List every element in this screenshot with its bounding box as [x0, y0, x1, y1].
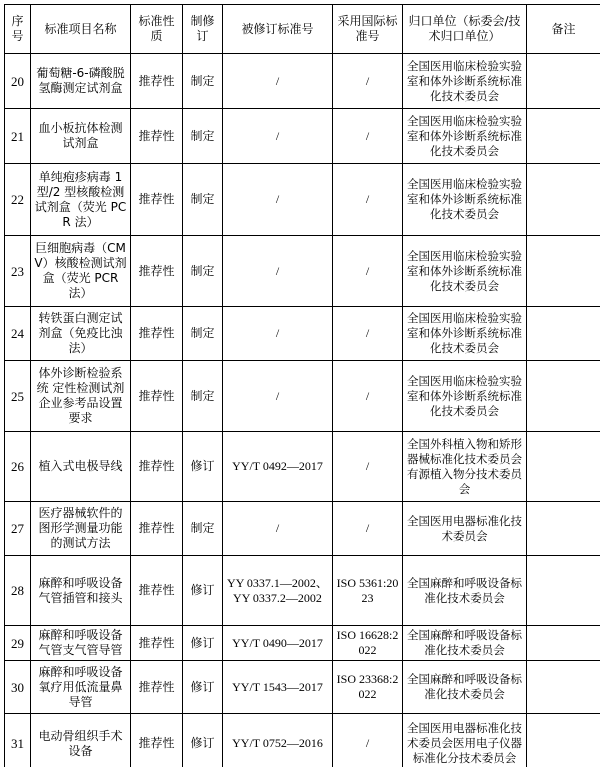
cell-unit: 全国医用临床检验实验室和体外诊断系统标准化技术委员会 [403, 54, 527, 109]
cell-unit: 全国医用临床检验实验室和体外诊断系统标准化技术委员会 [403, 361, 527, 432]
cell-note [527, 432, 601, 502]
cell-nature: 推荐性 [131, 432, 183, 502]
cell-note [527, 556, 601, 626]
cell-name: 麻醉和呼吸设备 气管插管和接头 [31, 556, 131, 626]
cell-no: 30 [5, 661, 31, 714]
cell-nature: 推荐性 [131, 714, 183, 767]
cell-note [527, 661, 601, 714]
cell-unit: 全国医用临床检验实验室和体外诊断系统标准化技术委员会 [403, 164, 527, 236]
cell-name: 麻醉和呼吸设备 气管支气管导管 [31, 626, 131, 661]
table-row [5, 556, 601, 626]
cell-type: 制定 [183, 361, 223, 432]
cell-no: 26 [5, 432, 31, 502]
cell-type: 制定 [183, 54, 223, 109]
cell-revised: / [223, 361, 333, 432]
cell-intl: / [333, 54, 403, 109]
col-header-nature: 标准性质 [131, 5, 183, 54]
cell-unit: 全国麻醉和呼吸设备标准化技术委员会 [403, 626, 527, 661]
cell-note [527, 361, 601, 432]
cell-intl: / [333, 164, 403, 236]
cell-unit: 全国医用临床检验实验室和体外诊断系统标准化技术委员会 [403, 236, 527, 307]
cell-type: 修订 [183, 556, 223, 626]
cell-name: 电动骨组织手术设备 [31, 714, 131, 767]
cell-note [527, 236, 601, 307]
cell-name: 葡萄糖-6-磷酸脱氢酶测定试剂盒 [31, 54, 131, 109]
cell-intl: / [333, 361, 403, 432]
cell-no: 24 [5, 307, 31, 361]
table-row [5, 626, 601, 661]
cell-name: 巨细胞病毒（CMV）核酸检测试剂盒（荧光 PCR 法） [31, 236, 131, 307]
cell-nature: 推荐性 [131, 164, 183, 236]
col-header-type: 制修订 [183, 5, 223, 54]
col-header-revised: 被修订标准号 [223, 5, 333, 54]
table-row [5, 54, 601, 109]
cell-intl: / [333, 109, 403, 164]
cell-nature: 推荐性 [131, 236, 183, 307]
cell-no: 31 [5, 714, 31, 767]
col-header-name: 标准项目名称 [31, 5, 131, 54]
cell-revised: / [223, 54, 333, 109]
cell-name: 转铁蛋白测定试剂盒（免疫比浊法） [31, 307, 131, 361]
cell-type: 修订 [183, 626, 223, 661]
cell-intl: / [333, 714, 403, 767]
cell-no: 23 [5, 236, 31, 307]
table-row [5, 714, 601, 767]
cell-unit: 全国医用电器标准化技术委员会 [403, 502, 527, 556]
col-header-intl: 采用国际标准号 [333, 5, 403, 54]
cell-no: 25 [5, 361, 31, 432]
table-row [5, 361, 601, 432]
table-row [5, 307, 601, 361]
cell-revised: / [223, 307, 333, 361]
cell-revised: YY 0337.1—2002、YY 0337.2—2002 [223, 556, 333, 626]
cell-type: 制定 [183, 109, 223, 164]
cell-name: 麻醉和呼吸设备 氧疗用低流量鼻导管 [31, 661, 131, 714]
cell-intl: / [333, 432, 403, 502]
cell-note [527, 626, 601, 661]
table-row [5, 164, 601, 236]
cell-intl: / [333, 307, 403, 361]
cell-nature: 推荐性 [131, 109, 183, 164]
cell-type: 制定 [183, 502, 223, 556]
cell-unit: 全国医用临床检验实验室和体外诊断系统标准化技术委员会 [403, 109, 527, 164]
col-header-no: 序号 [5, 5, 31, 54]
cell-no: 21 [5, 109, 31, 164]
cell-intl: ISO 5361:2023 [333, 556, 403, 626]
cell-revised: YY/T 0492—2017 [223, 432, 333, 502]
cell-revised: YY/T 1543—2017 [223, 661, 333, 714]
cell-type: 修订 [183, 661, 223, 714]
cell-name: 单纯疱疹病毒 1 型/2 型核酸检测试剂盒（荧光 PCR 法） [31, 164, 131, 236]
cell-unit: 全国麻醉和呼吸设备标准化技术委员会 [403, 661, 527, 714]
cell-type: 制定 [183, 307, 223, 361]
table-row [5, 661, 601, 714]
cell-note [527, 307, 601, 361]
cell-intl: / [333, 502, 403, 556]
cell-type: 修订 [183, 714, 223, 767]
cell-note [527, 714, 601, 767]
cell-intl: ISO 23368:2022 [333, 661, 403, 714]
cell-nature: 推荐性 [131, 502, 183, 556]
cell-type: 修订 [183, 432, 223, 502]
cell-nature: 推荐性 [131, 661, 183, 714]
cell-revised: / [223, 109, 333, 164]
cell-name: 体外诊断检验系统 定性检测试剂企业参考品设置要求 [31, 361, 131, 432]
cell-nature: 推荐性 [131, 556, 183, 626]
cell-revised: / [223, 164, 333, 236]
cell-revised: / [223, 236, 333, 307]
cell-name: 植入式电极导线 [31, 432, 131, 502]
cell-name: 医疗器械软件的图形学测量功能的测试方法 [31, 502, 131, 556]
cell-type: 制定 [183, 164, 223, 236]
cell-nature: 推荐性 [131, 307, 183, 361]
cell-unit: 全国麻醉和呼吸设备标准化技术委员会 [403, 556, 527, 626]
cell-unit: 全国医用临床检验实验室和体外诊断系统标准化技术委员会 [403, 307, 527, 361]
cell-no: 28 [5, 556, 31, 626]
cell-no: 22 [5, 164, 31, 236]
table-row [5, 502, 601, 556]
standards-table-container [4, 4, 600, 767]
cell-revised: / [223, 502, 333, 556]
cell-note [527, 109, 601, 164]
col-header-note: 备注 [527, 5, 601, 54]
cell-type: 制定 [183, 236, 223, 307]
col-header-unit: 归口单位（标委会/技术归口单位） [403, 5, 527, 54]
cell-note [527, 502, 601, 556]
table-row [5, 236, 601, 307]
cell-intl: ISO 16628:2022 [333, 626, 403, 661]
cell-note [527, 164, 601, 236]
cell-name: 血小板抗体检测试剂盒 [31, 109, 131, 164]
cell-unit: 全国医用电器标准化技术委员会医用电子仪器标准化分技术委员会 [403, 714, 527, 767]
standards-table [4, 4, 600, 767]
cell-revised: YY/T 0490—2017 [223, 626, 333, 661]
cell-nature: 推荐性 [131, 54, 183, 109]
cell-unit: 全国外科植入物和矫形器械标准化技术委员会有源植入物分技术委员会 [403, 432, 527, 502]
cell-no: 29 [5, 626, 31, 661]
cell-nature: 推荐性 [131, 626, 183, 661]
cell-revised: YY/T 0752—2016 [223, 714, 333, 767]
table-row [5, 109, 601, 164]
cell-no: 27 [5, 502, 31, 556]
header-row [5, 5, 601, 54]
cell-no: 20 [5, 54, 31, 109]
cell-nature: 推荐性 [131, 361, 183, 432]
table-row [5, 432, 601, 502]
cell-intl: / [333, 236, 403, 307]
cell-note [527, 54, 601, 109]
